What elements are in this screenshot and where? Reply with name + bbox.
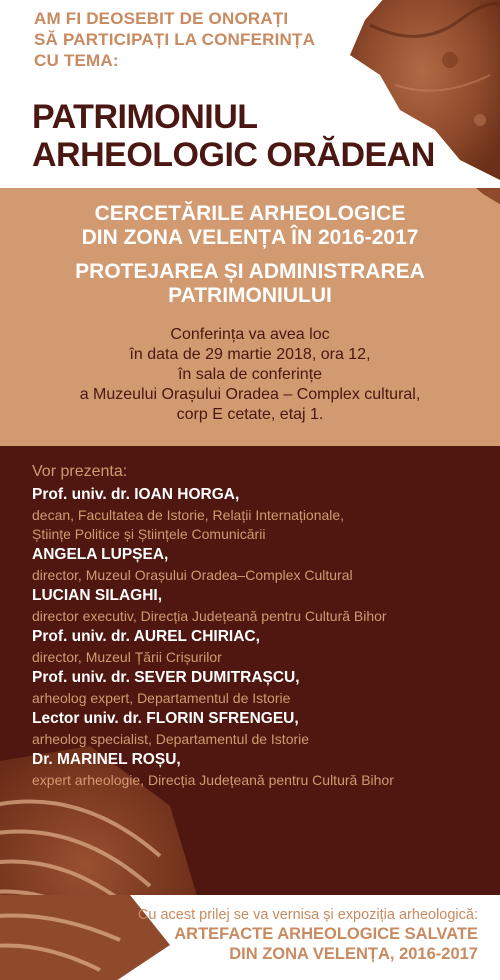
list-item <box>32 708 394 749</box>
topic-line: DIN ZONA VELENȚA ÎN 2016-2017 <box>81 226 419 249</box>
topics-band <box>0 188 500 446</box>
exhibition-title: DIN ZONA VELENȚA, 2016-2017 <box>229 945 478 963</box>
presenter-name: LUCIAN SILAGHI, <box>32 587 163 604</box>
presenter-role: director executiv, Direcția Județeană pentru Cultură Bihor <box>32 608 387 624</box>
list-item <box>32 484 394 544</box>
list-item <box>32 585 394 626</box>
presenter-name: Prof. univ. dr. SEVER DUMITRAȘCU, <box>32 669 300 686</box>
topic-line: PROTEJAREA ȘI ADMINISTRAREA <box>75 260 425 283</box>
invitation-text <box>34 8 315 71</box>
presenter-name: Prof. univ. dr. IOAN HORGA, <box>32 486 240 503</box>
presenter-name: ANGELA LUPȘEA, <box>32 546 169 563</box>
details-line: Conferința va avea loc <box>170 326 330 343</box>
conference-title <box>32 98 435 174</box>
details-line: în data de 29 martie 2018, ora 12, <box>129 346 371 363</box>
presenter-role: expert arheologie, Direcția Județeană pentru Cultură Bihor <box>32 772 394 788</box>
event-details <box>0 325 500 425</box>
presenters-band <box>0 446 500 895</box>
presenter-role: decan, Facultatea de Istorie, Relații Internaționale, <box>32 507 345 523</box>
presenter-role: arheolog specialist, Departamentul de Istorie <box>32 731 310 747</box>
presenter-role: director, Muzeul Orașului Oradea–Complex Cultural <box>32 567 353 583</box>
exhibition-text <box>138 906 478 964</box>
presenter-role: director, Muzeul Țării Crișurilor <box>32 649 222 665</box>
presenters-label: Vor prezenta: <box>32 463 128 480</box>
presenter-name: Prof. univ. dr. AUREL CHIRIAC, <box>32 628 260 645</box>
presenter-name: Dr. MARINEL ROȘU, <box>32 751 181 768</box>
details-line: în sala de conferințe <box>177 366 323 383</box>
exhibition-intro: Cu acest prilej se va vernisa și expoziția arheologică: <box>137 907 478 923</box>
presenters-list <box>32 484 394 790</box>
list-item <box>32 544 394 585</box>
presenter-role: arheolog expert, Departamentul de Istorie <box>32 690 291 706</box>
topic-line: CERCETĂRILE ARHEOLOGICE <box>94 202 406 225</box>
header-band <box>0 0 500 188</box>
details-line: a Muzeului Orașului Oradea – Complex cultural, <box>79 386 421 403</box>
list-item <box>32 626 394 667</box>
details-line: corp E cetate, etaj 1. <box>176 406 324 423</box>
title-line: ARHEOLOGIC ORĂDEAN <box>32 136 435 174</box>
exhibition-band <box>0 895 500 980</box>
exhibition-title: ARTEFACTE ARHEOLOGICE SALVATE <box>174 925 478 943</box>
topic-2 <box>0 260 500 308</box>
topic-line: PATRIMONIULUI <box>168 284 332 307</box>
title-line: PATRIMONIUL <box>32 98 258 136</box>
invitation-line: CU TEMA: <box>34 51 119 70</box>
topic-1 <box>0 202 500 250</box>
presenter-name: Lector univ. dr. FLORIN SFRENGEU, <box>32 710 299 727</box>
invitation-line: AM FI DEOSEBIT DE ONORAȚI <box>34 9 289 28</box>
list-item <box>32 749 394 790</box>
list-item <box>32 667 394 708</box>
invitation-line: SĂ PARTICIPAȚI LA CONFERINȚA <box>34 30 316 49</box>
presenter-role: Științe Politice și Științele Comunicării <box>32 526 266 542</box>
